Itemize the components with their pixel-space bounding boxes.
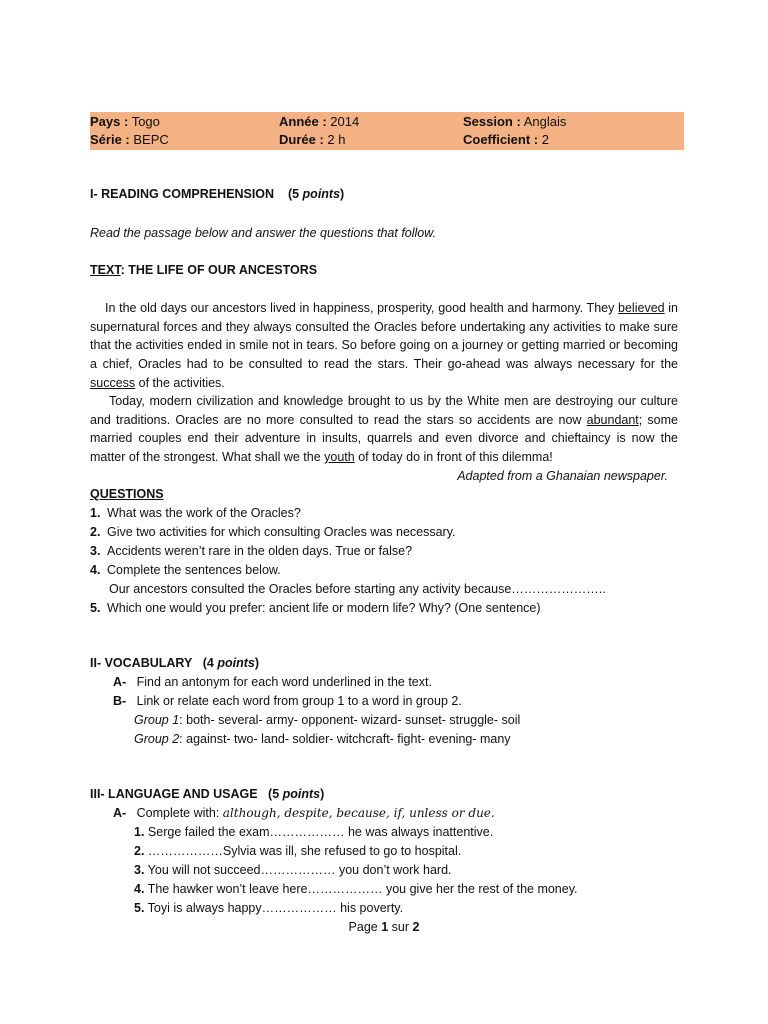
underlined-word-believed: believed <box>618 301 665 315</box>
usage-sentence-1: 1. Serge failed the exam……………… he was always inattentive. <box>134 825 494 839</box>
underlined-word-success: success <box>90 375 136 390</box>
passage-paragraph-2: Today, modern civilization and knowledge brought to us by the White men are destroying our culture and traditions. Oracles are no more consulted to read the stars so accidents are now abundant; some married couples end their adventure in insults, quarrels and even divorce and chieftaincy is now the matter of the strongest. What shall we the youth of today do in front of this dilemma! <box>90 394 678 465</box>
vocab-group-2: Group 2: against- two- land- soldier- witchcraft- fight- evening- many <box>134 732 511 746</box>
question-1: 1. What was the work of the Oracles? <box>90 506 301 520</box>
section-3-points: (5 points) <box>268 787 325 801</box>
section-1-points: (5 points) <box>287 187 345 201</box>
passage-source: Adapted from a Ghanaian newspaper. <box>457 469 668 483</box>
question-3: 3. Accidents weren’t rare in the olden days. True or false? <box>90 544 413 558</box>
vocab-item-a: A- Find an antonym for each word underlined in the text. <box>113 675 432 689</box>
header-annee: Année : 2014 <box>279 114 360 129</box>
exam-page <box>90 112 684 915</box>
exam-header-table <box>90 112 684 150</box>
header-coefficient: Coefficient : 2 <box>463 132 549 147</box>
header-serie: Série : BEPC <box>90 132 169 147</box>
connector-word-list: although, despite, because, if, unless or due. <box>222 806 495 820</box>
section-3-title: III- LANGUAGE AND USAGE (5 points) <box>90 787 325 801</box>
usage-item-a: A- Complete with: although, despite, because, if, unless or due. <box>113 806 495 820</box>
text-title: TEXT: THE LIFE OF OUR ANCESTORS <box>90 263 318 277</box>
section-2-points: (4 points) <box>202 656 260 670</box>
header-session: Session : Anglais <box>463 114 567 129</box>
question-4-sentence: Our ancestors consulted the Oracles before starting any activity because………………….. <box>109 582 606 596</box>
passage-paragraph-1: In the old days our ancestors lived in happiness, prosperity, good health and harmony. They believed in supernatural forces and they always consulted the Oracles before undertaking any activities to make sure that the activities ended in smile not in tears. So before going on a journey or getting married or becoming a chief, Oracles had to be consulted to read the stars. Their go-ahead was always necessary for the success of the activities. <box>90 301 679 390</box>
question-4: 4. Complete the sentences below. <box>90 563 281 577</box>
page-number: Page 1 sur 2 <box>348 920 420 934</box>
vocab-item-b: B- Link or relate each word from group 1 to a word in group 2. <box>113 694 462 708</box>
questions-heading: QUESTIONS <box>90 487 164 501</box>
section-2-title: II- VOCABULARY (4 points) <box>90 656 260 670</box>
usage-sentence-5: 5. Toyi is always happy……………… his poverty. <box>134 901 404 915</box>
header-pays: Pays : Togo <box>90 114 160 129</box>
section-1-title: I- READING COMPREHENSION (5 points) <box>90 187 345 201</box>
header-duree: Durée : 2 h <box>279 132 346 147</box>
reading-instruction: Read the passage below and answer the questions that follow. <box>90 226 437 240</box>
usage-sentence-3: 3. You will not succeed……………… you don’t work hard. <box>134 863 452 877</box>
underlined-word-youth: youth <box>324 450 355 465</box>
underlined-word-abundant: abundant <box>586 412 639 427</box>
question-5: 5. Which one would you prefer: ancient life or modern life? Why? (One sentence) <box>90 601 541 615</box>
vocab-group-1: Group 1: both- several- army- opponent- wizard- sunset- struggle- soil <box>134 713 521 727</box>
usage-sentence-2: 2. ………………Sylvia was ill, she refused to go to hospital. <box>134 844 462 858</box>
usage-sentence-4: 4. The hawker won’t leave here……………… you give her the rest of the money. <box>134 882 578 896</box>
question-2: 2. Give two activities for which consulting Oracles was necessary. <box>90 525 456 539</box>
